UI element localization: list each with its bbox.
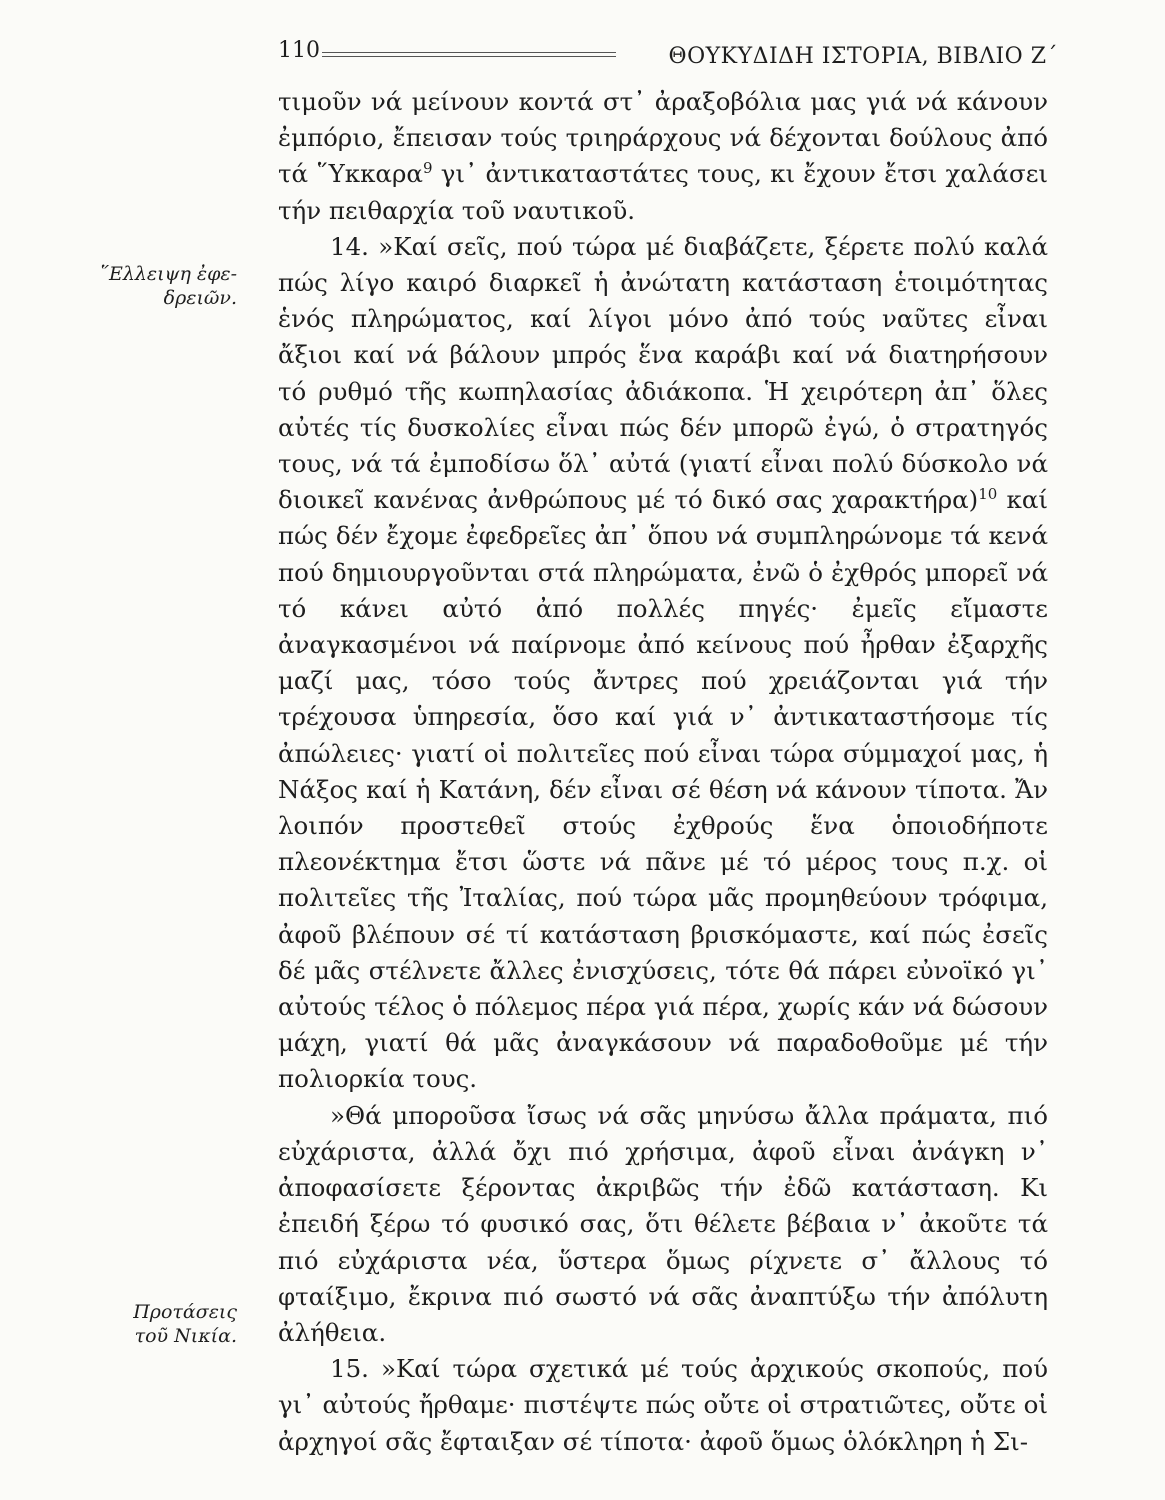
- paragraph-text: τιμοῦν νά μείνουν κοντά στ᾽ ἀραξοβόλια μας γιά νά κάνουν ἐμπόριο, ἔπεισαν τούς τριηράρχους νά δέχονται δούλους ἀπό τά ῞Υκκαρα: [278, 87, 1048, 189]
- page-number: 110: [278, 38, 320, 63]
- footnote-marker: 10: [978, 485, 998, 504]
- running-title: ΘΟΥΚΥΔΙΔΗ ΙΣΤΟΡΙΑ, ΒΙΒΛΙΟ Ζ΄: [668, 44, 1058, 69]
- margin-note-line: Προτάσεις: [133, 1301, 237, 1323]
- header-rule: [322, 56, 616, 57]
- paragraph: [278, 84, 1048, 229]
- margin-note-nicias-proposals: [92, 1300, 237, 1348]
- margin-note-line: δρειῶν.: [163, 287, 237, 309]
- body-text: [278, 84, 1048, 1460]
- paragraph-text: καί πώς δέν ἔχομε ἐφεδρεῖες ἀπ᾽ ὅπου νά συμπληρώνομε τά κενά πού δημιουργοῦνται στά πληρώματα, ἐνῶ ὁ ἐχθρός μπορεῖ νά τό κάνει αὐτό ἀπό πολλές πηγές· ἐμεῖς εἴμαστε ἀναγκασμένοι νά παίρνομε ἀπό κείνους πού ἦρθαν ἐξαρχῆς μαζί μας, τόσο τούς ἄντρες πού χρειάζονται γιά τήν τρέχουσα ὑπηρεσία, ὅσο καί γιά ν᾽ ἀντικαταστήσομε τίς ἀπώλειες· γιατί οἱ πολιτεῖες πού εἶναι τώρα σύμμαχοί μας, ἡ Νάξος καί ἡ Κατάνη, δέν εἶναι σέ θέση νά κάνουν τίποτα. Ἄν λοιπόν προστεθεῖ στούς ἐχθρούς ἕνα ὁποιοδήποτε πλεονέκτημα ἔτσι ὥστε νά πᾶνε μέ τό μέρος τους π.χ. οἱ πολιτεῖες τῆς Ἰταλίας, πού τώρα μᾶς προμηθεύουν τρόφιμα, ἀφοῦ βλέπουν σέ τί κατάσταση βρισκόμαστε, καί πώς ἐσεῖς δέ μᾶς στέλνετε ἄλλες ἐνισχύσεις, τότε θά πάρει εὐνοϊκό γι᾽ αὐτούς τέλος ὁ πόλεμος πέρα γιά πέρα, χωρίς κάν νά δώσουν μάχη, γιατί θά μᾶς ἀναγκάσουν νά παραδοθοῦμε μέ τήν πολιορκία τους.: [278, 485, 1048, 1094]
- margin-note-reserves: [92, 262, 237, 310]
- paragraph-text: γι᾽ ἀντικαταστάτες τους, κι ἔχουν ἔτσι χαλάσει τήν πειθαρχία τοῦ ναυτικοῦ.: [278, 159, 1048, 225]
- header-rule: [322, 52, 616, 53]
- page-header: [278, 38, 1058, 72]
- margin-note-line: ῞Ελλειψη ἐφε-: [99, 263, 237, 285]
- paragraph: »Θά μποροῦσα ἴσως νά σᾶς μηνύσω ἄλλα πράματα, πιό εὐχάριστα, ἀλλά ὄχι πιό χρήσιμα, ἀφοῦ εἶναι ἀνάγκη ν᾽ ἀποφασίσετε ξέροντας ἀκριβῶς τήν ἐδῶ κατάσταση. Κι ἐπειδή ξέρω τό φυσικό σας, ὅτι θέλετε βέβαια ν᾽ ἀκοῦτε τά πιό εὐχάριστα νέα, ὕστερα ὅμως ρίχνετε σ᾽ ἄλλους τό φταίξιμο, ἔκρινα πιό σωστό νά σᾶς ἀναπτύξω τήν ἀπόλυτη ἀλήθεια.: [278, 1100, 1048, 1347]
- margin-note-line: τοῦ Νικία.: [134, 1325, 237, 1347]
- paragraph: 15. »Καί τώρα σχετικά μέ τούς ἀρχικούς σκοπούς, πού γι᾽ αὐτούς ἤρθαμε· πιστέψτε πώς οὔτε οἱ στρατιῶτες, οὔτε οἱ ἀρχηγοί σᾶς ἔφταιξαν σέ τίποτα· ἀφοῦ ὅμως ὁλόκληρη ἡ Σι-: [278, 1354, 1048, 1456]
- footnote-marker: 9: [422, 159, 433, 178]
- paragraph: [278, 229, 1048, 1098]
- paragraph-text: 14. »Καί σεῖς, πού τώρα μέ διαβάζετε, ξέρετε πολύ καλά πώς λίγο καιρό διαρκεῖ ἡ ἀνώτατη κατάσταση ἑτοιμότητας ἑνός πληρώματος, καί λίγοι μόνο ἀπό τούς ναῦτες εἶναι ἄξιοι καί νά βάλουν μπρός ἕνα καράβι καί νά διατηρήσουν τό ρυθμό τῆς κωπηλασίας ἀδιάκοπα. Ἡ χειρότερη ἀπ᾽ ὅλες αὐτές τίς δυσκολίες εἶναι πώς δέν μπορῶ ἐγώ, ὁ στρατηγός τους, νά τά ἐμποδίσω ὅλ᾽ αὐτά (γιατί εἶναι πολύ δύσκολο νά διοικεῖ κανένας ἀνθρώπους μέ τό δικό σας χαρακτήρα): [278, 231, 1048, 515]
